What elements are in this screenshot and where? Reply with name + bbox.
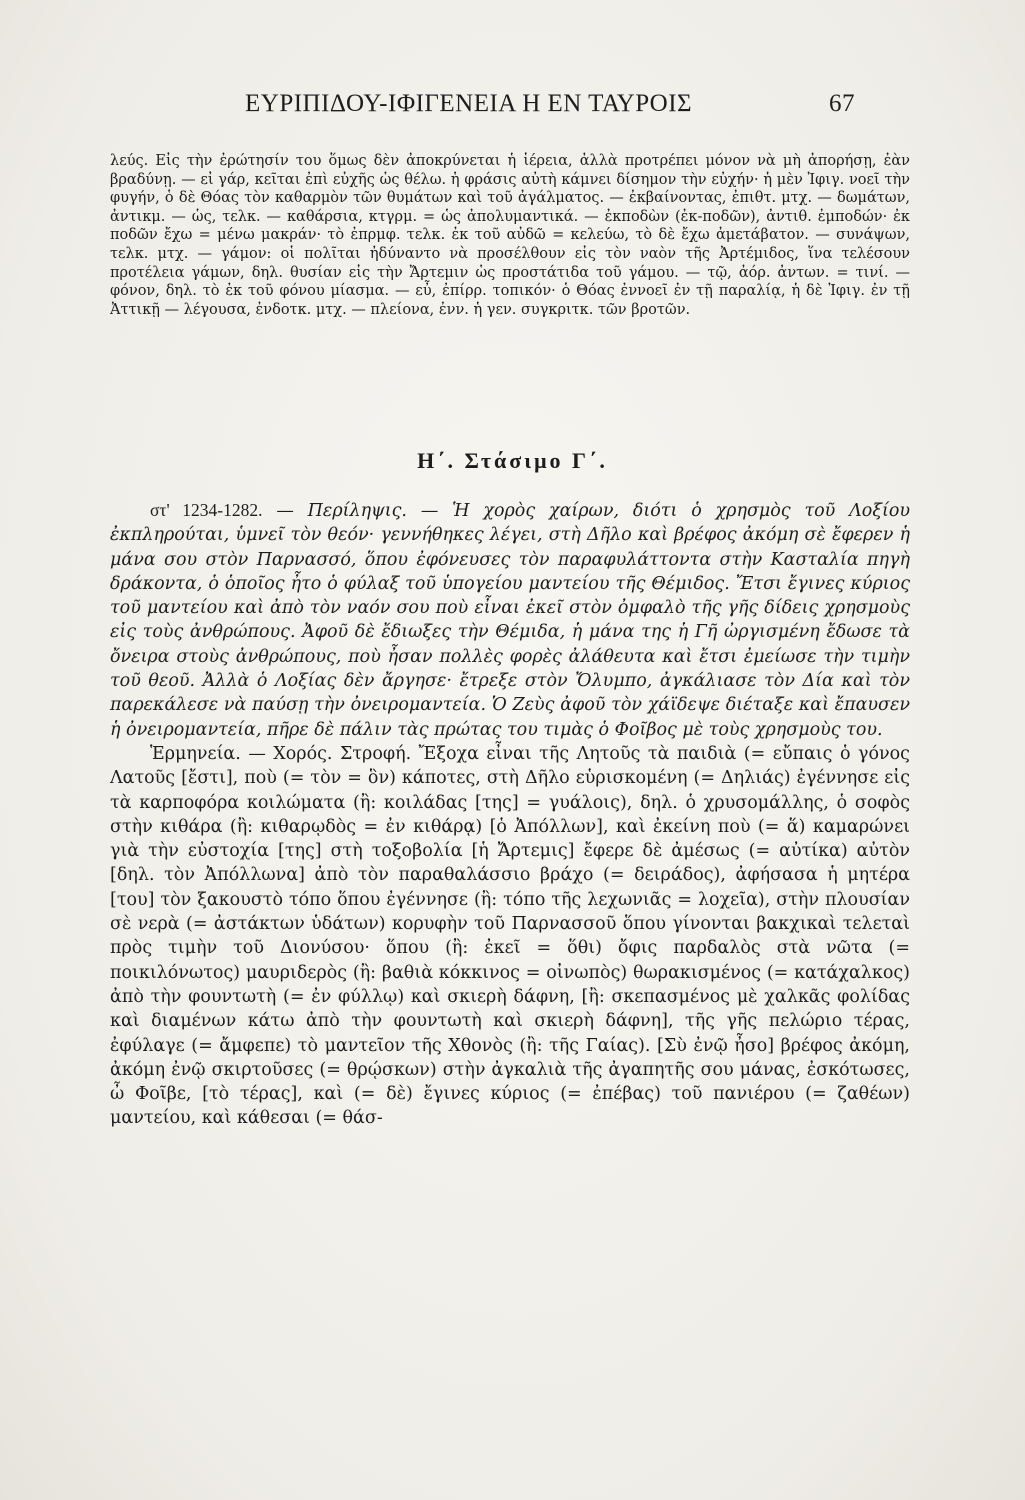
interpretation-marker: Ἑρμηνεία. — Χορός. Στροφή. [150,743,412,764]
interpretation-text: Ἔξοχα εἶναι τῆς Λητοῦς τὰ παιδιὰ (= εὔπαις ὁ γόνος Λατοῦς [ἔστι], ποὺ (= τὸν = ὃν) κάποτες, στὴ Δῆλο εὑρισκομένη (= Δηλιάς) ἐγέννησε εἰς τὰ καρποφόρα κοιλώματα (ἢ: κοιλάδας [της] = γυάλοις), δηλ. ὁ χρυσομάλλης, ὁ σοφὸς στὴν κιθάρα (ἢ: κιθαρῳδὸς = ἐν κιθάρᾳ) [ὁ Ἀπόλλων], καὶ ἐκείνη ποὺ (= ἅ) καμαρώνει γιὰ τὴν εὐστοχία [της] στὴ τοξοβολία [ἡ Ἄρτεμις] ἔφερε δὲ ἀμέσως (= αὐτίκα) αὐτὸν [δηλ. τὸν Ἀπόλλωνα] ἀπὸ τὸν παραθαλάσσιο βράχο (= δειράδος), ἀφήσασα ἡ μητέρα [του] τὸν ξακουστὸ τόπο ὅπου ἐγέννησε (ἢ: τόπο τῆς λεχωνιᾶς = λοχεῖα), στὴν πλουσίαν σὲ νερὰ (= ἀστάκτων ὑδάτων) κορυφὴν τοῦ Παρνασσοῦ ὅπου γίνονται βακχικαὶ τελεταὶ πρὸς τιμὴν τοῦ Διονύσου· ὅπου (ἢ: ἐκεῖ = ὅθι) ὄφις παρδαλὸς στὰ νῶτα (= ποικιλόνωτος) μαυριδερὸς (ἢ: βαθιὰ κόκκινος = οἰνωπὸς) θωρακισμένος (= κατάχαλκος) ἀπὸ τὴν φουντωτὴ (= ἐν φύλλῳ) καὶ σκιερὴ δάφνη, [ἢ: σκεπασμένος μὲ χαλκᾶς φολίδας καὶ διαμένων κάτω ἀπὸ τὴν φουντωτὴ καὶ σκιερὴ δάφνη], τῆς γῆς πελώριο τέρας, ἐφύλαγε (= ἄμφεπε) τὸ μαντεῖον τῆς Χθονὸς (ἢ: τῆς Γαίας). [Σὺ ἐνῷ ἦσο] βρέφος ἀκόμη, ἀκόμη ἐνῷ σκιρτοῦσες (= θρῴσκων) στὴν ἀγκαλιὰ τῆς ἀγαπητῆς σου μάνας, ἐσκότωσες, ὦ Φοῖβε, [τὸ τέρας], καὶ (= δὲ) ἔγινες κύριος (= ἐπέβας) τοῦ πανιέρου (= ζαθέων) μαντείου, καὶ κάθεσαι (= θάσ- [110,743,910,1129]
running-header [245,90,855,118]
line-range-marker: στ' 1234-1282. [150,500,263,520]
commentary-notes [110,152,910,319]
page-number: 67 [829,90,855,117]
summary-text: — Περίληψις. — Ἡ χορὸς χαίρων, διότι ὁ χρησμὸς τοῦ Λοξίου ἐκπληρούται, ὑμνεῖ τὸν θεόν· γεννήθηκες λέγει, στὴ Δῆλο καὶ βρέφος ἀκόμη σὲ ἔφερεν ἡ μάνα σου στὸν Παρνασσό, ὅπου ἐφόνευσες τὸν παραφυλάττοντα στὴν Κασταλία πηγὴ δράκοντα, ὁ ὁποῖος ἦτο ὁ φύλαξ τοῦ ὑπογείου μαντείου τῆς Θέμιδος. Ἔτσι ἔγινες κύριος τοῦ μαντείου καὶ ἀπὸ τὸν ναόν σου ποὺ εἶναι ἐκεῖ στὸν ὀμφαλὸ τῆς γῆς δίδεις χρησμοὺς εἰς τοὺς ἀνθρώπους. Ἀφοῦ δὲ ἔδιωξες τὴν Θέμιδα, ἡ μάνα της ἡ Γῆ ὠργισμένη ἔδωσε τὰ ὄνειρα στοὺς ἀνθρώπους, ποὺ ἦσαν πολλὲς φορὲς ἀλάθευτα καὶ ἔτσι ἐμείωσε τὴν τιμὴν τοῦ θεοῦ. Ἀλλὰ ὁ Λοξίας δὲν ἄργησε· ἔτρεξε στὸν Ὄλυμπο, ἀγκάλιασε τὸν Δία καὶ τὸν παρεκάλεσε νὰ παύσῃ τὴν ὀνειρομαντεία. Ὁ Ζεὺς ἀφοῦ τὸν χάϊδεψε διέταξε καὶ ἔπαυσεν ἡ ὀνειρομαντεία, πῆρε δὲ πάλιν τὰς πρώτας του τιμὰς ὁ Φοῖβος μὲ τοὺς χρησμοὺς του. [110,501,910,740]
notes-paragraph: λεύς. Εἰς τὴν ἐρώτησίν του ὅμως δὲν ἀποκρύνεται ἡ ἱέρεια, ἀλλὰ προτρέπει μόνον νὰ μὴ ἀπορήσῃ, ἐὰν βραδύνῃ. — εἰ γάρ, κεῖται ἐπὶ εὐχῆς ὡς θέλω. ἡ φράσις αὐτὴ κάμνει δίσημον τὴν εὐχήν· ἡ μὲν Ἰφιγ. νοεῖ τὴν φυγήν, ὁ δὲ Θόας τὸν καθαρμὸν τῶν θυμάτων καὶ τοῦ ἀγάλματος. — ἐκβαίνοντας, ἐπιθτ. μτχ. — δωμάτων, ἀντικμ. — ὡς, τελκ. — καθάρσια, κτγρμ. = ὡς ἀπολυμαντικά. — ἐκποδὼν (ἐκ-ποδῶν), ἀντιθ. ἐμποδών· ἐκ ποδῶν ἔχω = μένω μακράν· τὸ ἐπρμφ. τελκ. ἐκ τοῦ αὐδῶ = κελεύω, τὸ δὲ ἔχω ἀμετάβατον. — συνάψων, τελκ. μτχ. — γάμον: οἱ πολῖται ἠδύναντο νὰ προσέλθουν εἰς τὸν ναὸν τῆς Ἀρτέμιδος, ἵνα τελέσουν προτέλεια γάμων, δηλ. θυσίαν εἰς τὴν Ἄρτεμιν ὡς προστάτιδα τοῦ γάμου. — τῷ, ἀόρ. ἀντων. = τινί. — φόνον, δηλ. τὸ ἐκ τοῦ φόνου μίασμα. — εὖ, ἐπίρρ. τοπικόν· ὁ Θόας ἐννοεῖ ἐν τῇ παραλίᾳ, ἡ δὲ Ἰφιγ. ἐν τῇ Ἀττικῇ — λέγουσα, ἐνδοτκ. μτχ. — πλείονα, ἐνν. ἡ γεν. συγκριτκ. τῶν βροτῶν. [110,153,910,318]
main-text [110,498,910,1131]
running-title: ΕΥΡΙΠΙΔΟΥ-ΙΦΙΓΕΝΕΙΑ Η ΕΝ ΤΑΥΡΟΙΣ [245,90,693,117]
section-heading: Η΄. Στάσιμο Γ΄. [417,448,608,473]
interpretation-paragraph [110,742,910,1131]
summary-paragraph [110,498,910,742]
